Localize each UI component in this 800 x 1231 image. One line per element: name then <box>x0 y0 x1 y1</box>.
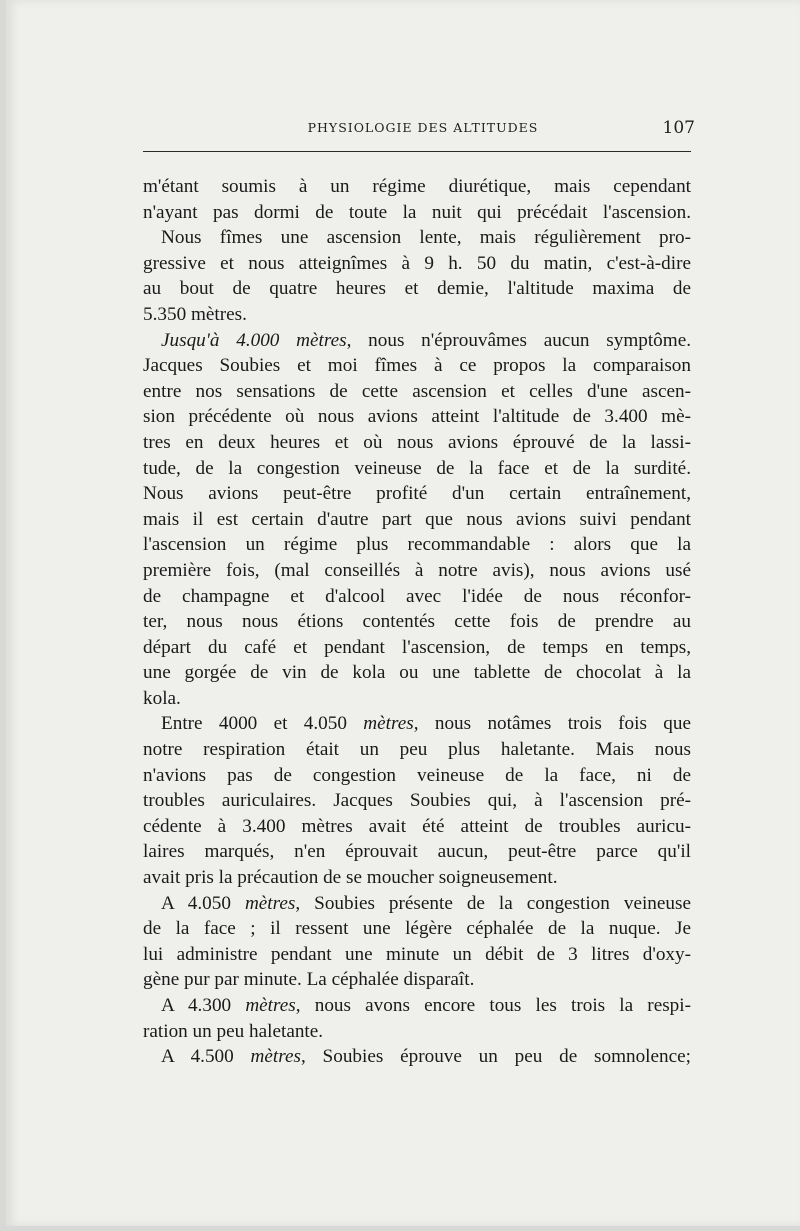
page-number: 107 <box>662 118 695 138</box>
text-line: l'ascension un régime plus recommandable : alors que la <box>143 534 691 556</box>
text-line: Nous fîmes une ascension lente, mais régulièrement pro- <box>161 227 691 249</box>
text-line: lui administre pendant une minute un débit de 3 litres d'oxy- <box>143 943 691 965</box>
text-line: laires marqués, n'en éprouvait aucun, peut-être parce qu'il <box>143 841 691 863</box>
text-line: Jacques Soubies et moi fîmes à ce propos la comparaison <box>143 355 691 377</box>
text-line: ration un peu haletante. <box>143 1020 324 1042</box>
text-line: avait pris la précaution de se moucher soigneusement. <box>143 867 558 889</box>
text-line: A 4.300 mètres, nous avons encore tous les trois la respi- <box>161 995 691 1016</box>
text-line: ter, nous nous étions contentés cette fois de prendre au <box>143 611 691 633</box>
text-line: notre respiration était un peu plus haletante. Mais nous <box>143 739 691 761</box>
text-line: A 4.050 mètres, Soubies présente de la congestion veineuse <box>161 892 691 914</box>
text-line: Entre 4000 et 4.050 mètres, nous notâmes trois fois que <box>161 713 691 735</box>
body-text <box>143 174 691 1070</box>
text-line: m'étant soumis à un régime diurétique, mais cependant <box>143 176 691 197</box>
text-line: 5.350 mètres. <box>143 303 247 325</box>
text-line: n'ayant pas dormi de toute la nuit qui précédait l'ascension. <box>143 201 691 223</box>
text-line: une gorgée de vin de kola ou une tablette de chocolat à la <box>143 662 691 684</box>
text-line: gressive et nous atteignîmes à 9 h. 50 du matin, c'est-à-dire <box>143 252 691 274</box>
text-line: de champagne et d'alcool avec l'idée de nous réconfor- <box>143 585 691 607</box>
text-line: tres en deux heures et où nous avions éprouvé de la lassi- <box>143 431 691 453</box>
text-line: première fois, (mal conseillés à notre avis), nous avions usé <box>143 559 691 581</box>
text-line: Jusqu'à 4.000 mètres, nous n'éprouvâmes aucun symptôme. <box>161 329 691 351</box>
text-line: n'avions pas de congestion veineuse de la face, ni de <box>143 764 691 786</box>
header-rule <box>143 151 691 152</box>
page-header <box>149 118 697 142</box>
text-line: mais il est certain d'autre part que nous avions suivi pendant <box>143 508 691 530</box>
text-line: gène pur par minute. La céphalée disparaît. <box>143 969 475 991</box>
text-line: de la face ; il ressent une légère céphalée de la nuque. Je <box>143 918 691 940</box>
text-line: tude, de la congestion veineuse de la face et de la surdité. <box>143 457 691 479</box>
text-line: Nous avions peut-être profité d'un certain entraînement, <box>143 483 691 505</box>
text-line: sion précédente où nous avions atteint l'altitude de 3.400 mè- <box>143 406 691 428</box>
running-title: PHYSIOLOGIE DES ALTITUDES <box>307 120 539 135</box>
text-line: cédente à 3.400 mètres avait été atteint de troubles auricu- <box>143 815 691 837</box>
text-line: kola. <box>143 687 181 709</box>
text-line: départ du café et pendant l'ascension, de temps en temps, <box>143 636 691 658</box>
text-line: A 4.500 mètres, Soubies éprouve un peu de somnolence; <box>161 1046 691 1068</box>
text-line: entre nos sensations de cette ascension et celles d'une ascen- <box>143 380 691 402</box>
text-line: au bout de quatre heures et demie, l'altitude maxima de <box>143 278 691 300</box>
text-line: troubles auriculaires. Jacques Soubies qui, à l'ascension pré- <box>143 790 691 812</box>
